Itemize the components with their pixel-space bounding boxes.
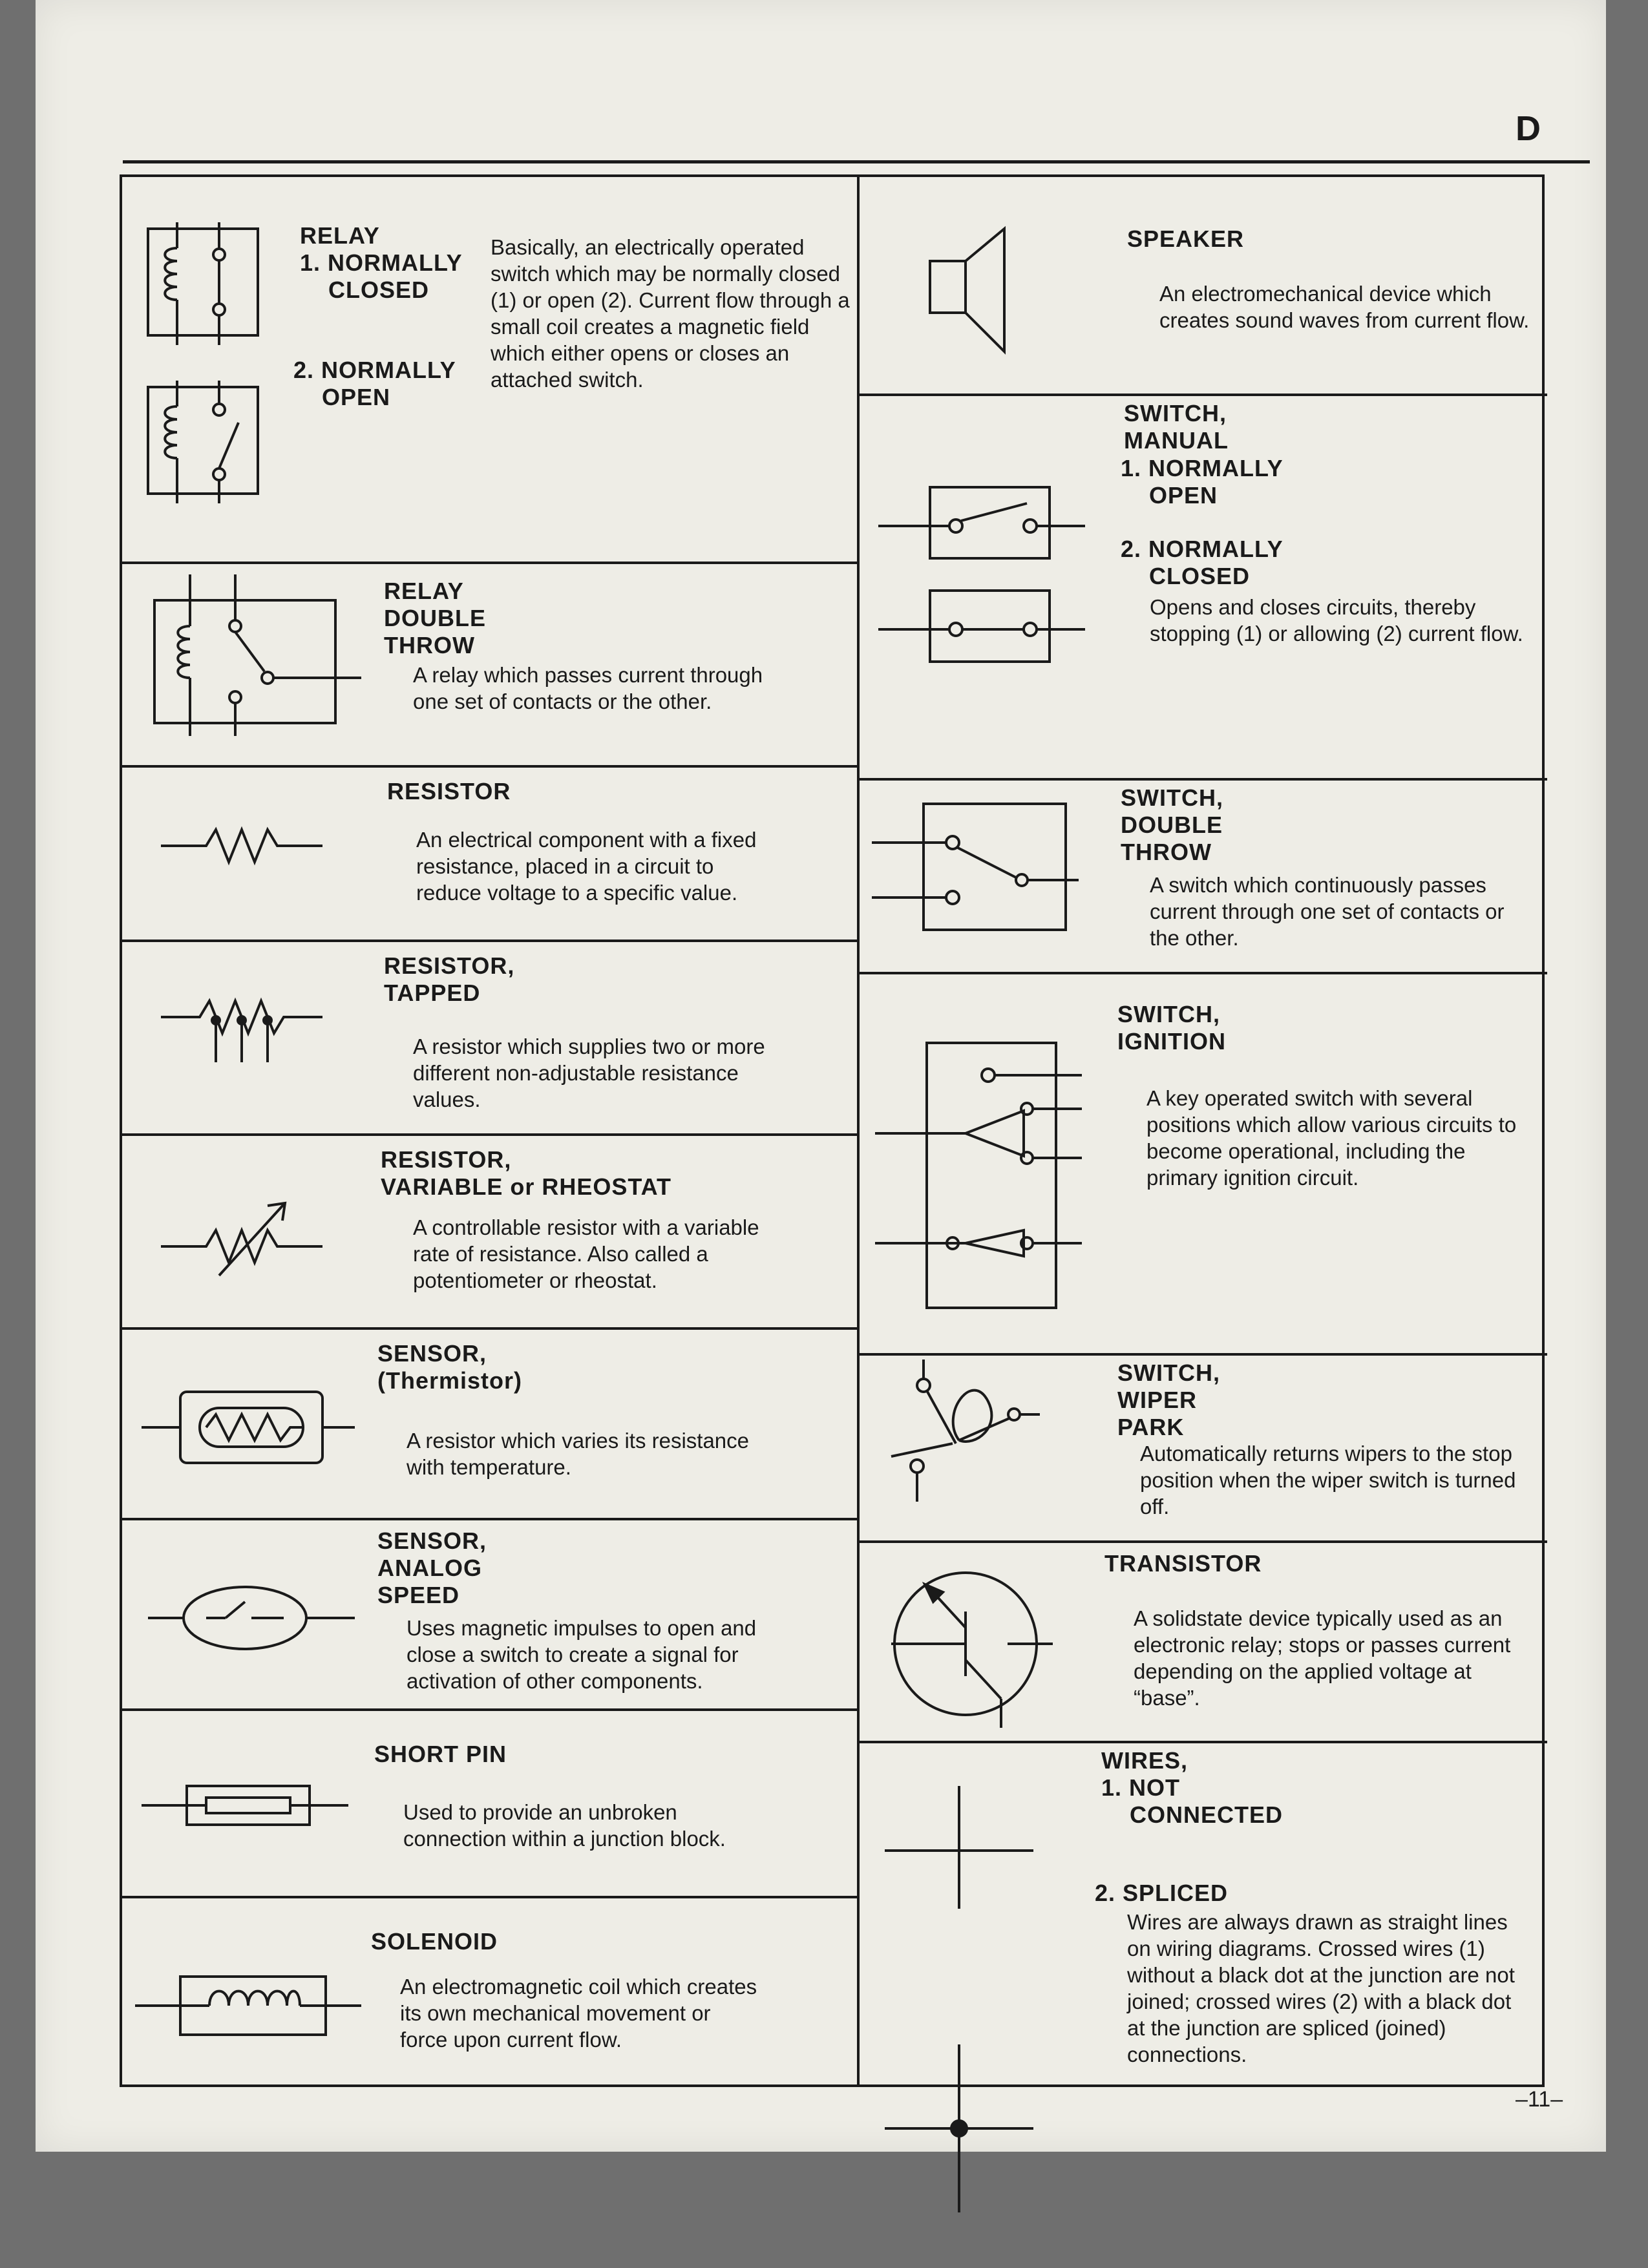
symbol-table: [120, 174, 1545, 2087]
wiper-park-switch-title: SWITCH, WIPER PARK: [1117, 1360, 1220, 1440]
wires-icon: [885, 1786, 1033, 2219]
relay-sub1: 1. NORMALLY CLOSED: [300, 249, 463, 303]
row-divider: [122, 1133, 857, 1136]
speed-sensor-desc: Uses magnetic impulses to open and close a switch to create a signal for activation of other components.: [407, 1616, 757, 1693]
short-pin-desc: Used to provide an unbroken connection within a junction block.: [403, 1800, 726, 1851]
relay-double-throw-title: RELAY DOUBLE THROW: [384, 578, 486, 658]
column-divider: [857, 177, 860, 2084]
speaker-title: SPEAKER: [1127, 226, 1245, 252]
manual-switch-title: SWITCH, MANUAL: [1124, 400, 1229, 454]
resistor-icon: [161, 823, 329, 868]
rheostat-desc: A controllable resistor with a variable rate of resistance. Also called a potentiometer or rheostat.: [413, 1215, 759, 1292]
row-divider: [122, 1896, 857, 1898]
row-divider: [122, 940, 857, 942]
row-divider: [857, 1741, 1547, 1743]
row-divider: [857, 1540, 1547, 1543]
row-divider: [857, 972, 1547, 974]
short-pin-icon: [142, 1773, 355, 1838]
manual-page: [36, 0, 1606, 2152]
row-divider: [122, 562, 857, 564]
speed-sensor-title: SENSOR, ANALOG SPEED: [377, 1528, 487, 1608]
double-throw-switch-desc: A switch which continuously passes current through one set of contacts or the other.: [1150, 873, 1505, 950]
wires-desc: Wires are always drawn as straight lines on wiring diagrams. Crossed wires (1) without a black dot at the junction are not joined; crossed wires (2) with a black dot at the junction are spliced (joined) connections.: [1127, 1910, 1515, 2066]
thermistor-title: SENSOR, (Thermistor): [377, 1340, 523, 1394]
solenoid-title: SOLENOID: [371, 1928, 498, 1955]
manual-switch-sub2: 2. NORMALLY CLOSED: [1121, 536, 1284, 589]
transistor-icon: [878, 1560, 1053, 1728]
wiper-park-switch-desc: Automatically returns wipers to the stop position when the wiper switch is turned off.: [1140, 1442, 1516, 1518]
relay-title: RELAY: [300, 222, 380, 249]
solenoid-icon: [135, 1967, 361, 2044]
transistor-desc: A solidstate device typically used as an electronic relay; stops or passes current depending on the applied voltage at “base”.: [1134, 1606, 1511, 1710]
rheostat-title: RESISTOR, VARIABLE or RHEOSTAT: [381, 1146, 671, 1200]
ignition-switch-title: SWITCH, IGNITION: [1117, 1001, 1226, 1055]
page-number: –11–: [1516, 2087, 1563, 2112]
row-divider: [857, 778, 1547, 781]
ignition-switch-icon: [875, 1036, 1088, 1308]
row-divider: [857, 394, 1547, 396]
row-divider: [122, 1708, 857, 1711]
ignition-switch-desc: A key operated switch with several positions which allow various circuits to become operational, including the primary ignition circuit.: [1146, 1086, 1517, 1190]
row-divider: [122, 765, 857, 768]
relay-desc: Basically, an electrically operated switch which may be normally closed (1) or open (2). Current flow through a small coil creates a magnetic field which either opens or closes an attached switch.: [491, 235, 850, 392]
rheostat-icon: [161, 1192, 329, 1282]
row-divider: [122, 1327, 857, 1330]
wiper-park-switch-icon: [891, 1360, 1040, 1521]
relay-icon: [142, 222, 271, 520]
manual-switch-desc: Opens and closes circuits, thereby stopping (1) or allowing (2) current flow.: [1150, 595, 1523, 646]
speaker-icon: [911, 222, 1014, 358]
row-divider: [122, 1518, 857, 1520]
wires-title: WIRES, 1. NOT CONNECTED: [1101, 1747, 1284, 1828]
speaker-desc: An electromechanical device which creates sound waves from current flow.: [1159, 282, 1530, 332]
relay-double-throw-icon: [148, 574, 355, 749]
relay-sub2: 2. NORMALLY OPEN: [293, 357, 456, 410]
wires-sub2: 2. SPLICED: [1095, 1880, 1229, 1906]
resistor-desc: An electrical component with a fixed resistance, placed in a circuit to reduce voltage to a specific value.: [416, 828, 757, 905]
manual-switch-sub1: 1. NORMALLY OPEN: [1121, 455, 1284, 509]
row-divider: [857, 1353, 1547, 1356]
thermistor-icon: [142, 1379, 355, 1476]
tapped-resistor-desc: A resistor which supplies two or more different non-adjustable resistance values.: [413, 1034, 765, 1111]
top-rule: [123, 160, 1590, 163]
thermistor-desc: A resistor which varies its resistance with temperature.: [407, 1429, 750, 1479]
double-throw-switch-title: SWITCH, DOUBLE THROW: [1121, 784, 1223, 865]
double-throw-switch-icon: [872, 797, 1079, 933]
tapped-resistor-icon: [161, 991, 329, 1069]
solenoid-desc: An electromagnetic coil which creates its own mechanical movement or force upon current flow.: [400, 1975, 757, 2052]
resistor-title: RESISTOR: [387, 778, 511, 804]
section-letter: D: [1516, 109, 1541, 148]
speed-sensor-icon: [148, 1573, 361, 1663]
manual-switch-icon: [878, 474, 1092, 675]
transistor-title: TRANSISTOR: [1104, 1550, 1262, 1577]
tapped-resistor-title: RESISTOR, TAPPED: [384, 952, 515, 1006]
short-pin-title: SHORT PIN: [374, 1741, 507, 1767]
relay-double-throw-desc: A relay which passes current through one set of contacts or the other.: [413, 663, 763, 713]
